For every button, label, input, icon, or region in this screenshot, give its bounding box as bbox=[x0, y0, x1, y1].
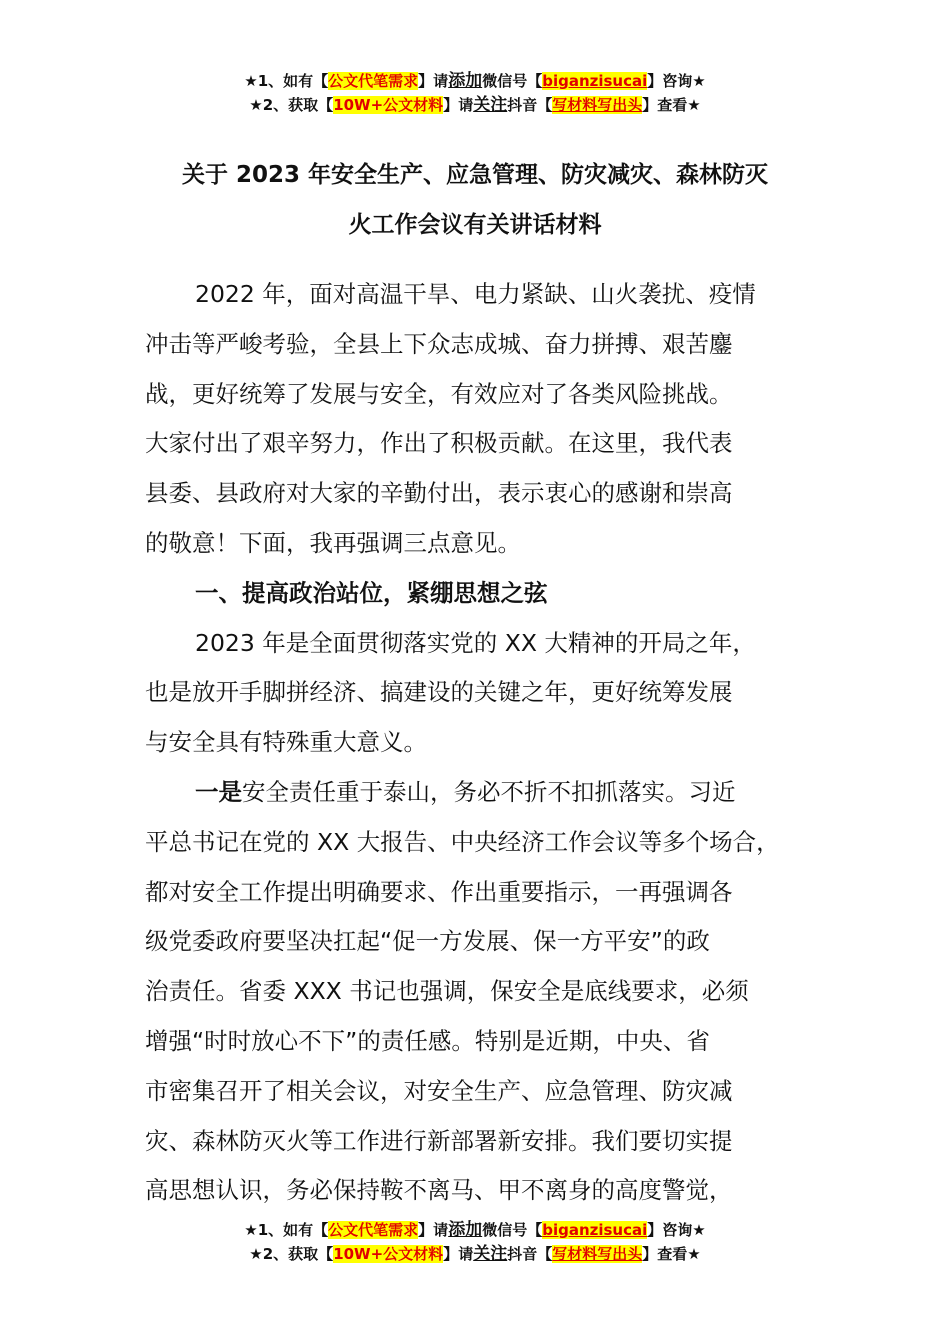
document-body bbox=[145, 270, 825, 1216]
bold-lead: 一是 bbox=[195, 777, 242, 806]
body-line bbox=[145, 419, 825, 469]
body-line bbox=[145, 1017, 825, 1067]
body-line bbox=[145, 469, 825, 519]
promo-text: 抖音【 bbox=[507, 1245, 553, 1263]
promo-emphasis: 添加 bbox=[448, 71, 483, 91]
line-text: 高思想认识，务必保持鞍不离马、甲不离身的高度警觉， bbox=[145, 1176, 733, 1205]
bold-lead: 一、提高政治站位，紧绷思想之弦 bbox=[195, 578, 548, 607]
promo-text: 】请 bbox=[418, 72, 449, 90]
promo-text: 微信号【 bbox=[482, 1221, 543, 1239]
promo-text: 】请 bbox=[418, 1221, 449, 1239]
line-text: 市密集召开了相关会议，对安全生产、应急管理、防灾减 bbox=[145, 1076, 733, 1105]
line-text: 大家付出了艰辛努力，作出了积极贡献。在这里，我代表 bbox=[145, 429, 733, 458]
promo-text: 微信号【 bbox=[482, 72, 543, 90]
promo-text: ★1、如有【 bbox=[244, 72, 329, 90]
line-text: 的敬意！下面，我再强调三点意见。 bbox=[145, 528, 521, 557]
line-text: 都对安全工作提出明确要求、作出重要指示，一再强调各 bbox=[145, 877, 733, 906]
body-line bbox=[145, 668, 825, 718]
body-line bbox=[145, 519, 825, 569]
body-line bbox=[145, 818, 825, 868]
promo-text: 】查看★ bbox=[642, 1245, 701, 1263]
promo-text: 】请 bbox=[443, 1245, 474, 1263]
body-line bbox=[145, 370, 825, 420]
promo-text: ★2、获取【 bbox=[249, 1245, 334, 1263]
line-text: 与安全具有特殊重大意义。 bbox=[145, 728, 427, 757]
line-text: 平总书记在党的 XX 大报告、中央经济工作会议等多个场合， bbox=[145, 827, 780, 856]
promo-text: 抖音【 bbox=[507, 96, 553, 114]
line-text: 也是放开手脚拼经济、搞建设的关键之年，更好统筹发展 bbox=[145, 678, 733, 707]
line-text: 级党委政府要坚决扛起“促一方发展、保一方平安”的政 bbox=[145, 927, 710, 956]
promo-header bbox=[0, 69, 950, 117]
promo-text: 】咨询★ bbox=[647, 72, 706, 90]
line-text: 增强“时时放心不下”的责任感。特别是近期，中央、省 bbox=[145, 1026, 710, 1055]
line-text: 2022 年，面对高温干旱、电力紧缺、山火袭扰、疫情 bbox=[195, 280, 756, 308]
promo-wechat-id: biganzisucai bbox=[542, 72, 648, 90]
line-text: 安全责任重于泰山，务必不折不扣抓落实。习近 bbox=[242, 777, 736, 806]
body-line bbox=[145, 270, 825, 320]
body-line bbox=[145, 917, 825, 967]
promo-emphasis: 关注 bbox=[473, 95, 508, 115]
body-line bbox=[145, 320, 825, 370]
promo-emphasis: 添加 bbox=[448, 1220, 483, 1240]
line-text: 2023 年是全面贯彻落实党的 XX 大精神的开局之年， bbox=[195, 628, 756, 657]
promo-wechat-id: biganzisucai bbox=[542, 1221, 648, 1239]
promo-douyin-id: 写材料写出头 bbox=[552, 1245, 643, 1263]
body-line bbox=[145, 619, 825, 669]
line-text: 治责任。省委 XXX 书记也强调，保安全是底线要求，必须 bbox=[145, 977, 749, 1006]
title-line: 关于 2023 年安全生产、应急管理、防灾减灾、森林防灭 bbox=[181, 162, 769, 188]
promo-highlight: 10W+公文材料 bbox=[333, 96, 444, 114]
body-line bbox=[145, 967, 825, 1017]
promo-text: ★2、获取【 bbox=[249, 96, 334, 114]
line-text: 灾、森林防灭火等工作进行新部署新安排。我们要切实提 bbox=[145, 1126, 733, 1155]
promo-footer bbox=[0, 1218, 950, 1266]
promo-text: 】请 bbox=[443, 96, 474, 114]
promo-emphasis: 关注 bbox=[473, 1244, 508, 1264]
body-line bbox=[145, 1117, 825, 1167]
line-text: 冲击等严峻考验，全县上下众志成城、奋力拼搏、艰苦鏖 bbox=[145, 329, 733, 358]
document-title bbox=[0, 150, 950, 250]
body-line bbox=[145, 768, 825, 818]
promo-douyin-id: 写材料写出头 bbox=[552, 96, 643, 114]
title-line: 火工作会议有关讲话材料 bbox=[348, 212, 602, 238]
body-line bbox=[145, 718, 825, 768]
promo-text: 】咨询★ bbox=[647, 1221, 706, 1239]
body-line bbox=[145, 569, 825, 619]
promo-highlight: 公文代笔需求 bbox=[328, 72, 419, 90]
line-text: 县委、县政府对大家的辛勤付出，表示衷心的感谢和崇高 bbox=[145, 479, 733, 508]
promo-highlight: 10W+公文材料 bbox=[333, 1245, 444, 1263]
promo-text: 】查看★ bbox=[642, 96, 701, 114]
promo-text: ★1、如有【 bbox=[244, 1221, 329, 1239]
body-line bbox=[145, 1067, 825, 1117]
line-text: 战，更好统筹了发展与安全，有效应对了各类风险挑战。 bbox=[145, 379, 733, 408]
promo-highlight: 公文代笔需求 bbox=[328, 1221, 419, 1239]
body-line bbox=[145, 1166, 825, 1216]
body-line bbox=[145, 868, 825, 918]
